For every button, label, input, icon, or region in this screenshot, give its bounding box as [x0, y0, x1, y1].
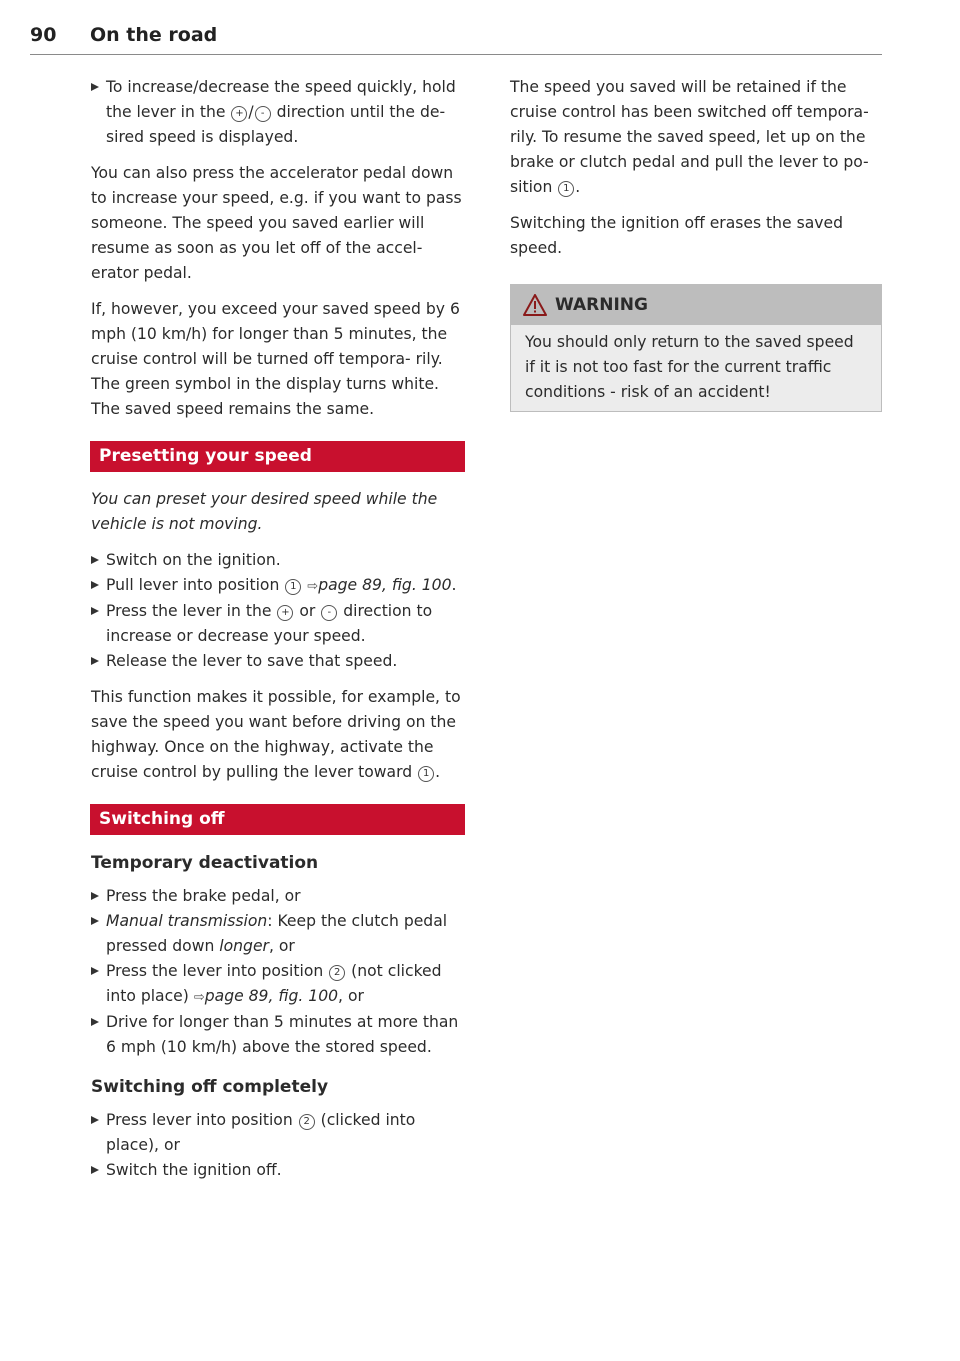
- page-reference-link[interactable]: page 89, fig. 100: [318, 576, 452, 594]
- list-item: Release the lever to save that speed.: [91, 649, 465, 674]
- step-list: [91, 548, 465, 674]
- step-list: [91, 1108, 465, 1183]
- step-list: [91, 884, 465, 1060]
- warning-box: [510, 284, 882, 412]
- left-column: [91, 75, 465, 1194]
- position-1-icon: 1: [418, 766, 434, 782]
- plus-symbol-icon: +: [277, 605, 293, 621]
- paragraph: The speed you saved will be retained if the cruise control has been switched off tempora- rily. To resume the saved speed, let up on the brake or clutch pedal and pull the lever to po- sition 1 .: [510, 78, 869, 196]
- page-number: 90: [30, 24, 57, 46]
- paragraph: Switching the ignition off erases the saved speed.: [510, 214, 843, 257]
- list-item: Press the lever into position 2 (not clicked into place) ⇨page 89, fig. 100, or: [91, 959, 465, 1010]
- list-item: Pull lever into position 1 ⇨page 89, fig. 100.: [91, 573, 465, 599]
- warning-title: WARNING: [555, 294, 648, 315]
- plus-symbol-icon: +: [231, 106, 247, 122]
- position-2-icon: 2: [329, 965, 345, 981]
- page-reference-link[interactable]: page 89, fig. 100: [204, 987, 339, 1005]
- page-header: [30, 22, 882, 55]
- list-item: Switch on the ignition.: [91, 548, 465, 573]
- paragraph: If, however, you exceed your saved speed by 6 mph (10 km/h) for longer than 5 minutes, the cruise control will be turned off tempora- rily. The green symbol in the display turns white. The saved speed remains the same.: [91, 300, 460, 418]
- warning-text: You should only return to the saved speed if it is not too fast for the current traffic conditions - risk of an accident!: [525, 333, 854, 401]
- right-column: [510, 75, 882, 412]
- list-item: Drive for longer than 5 minutes at more than 6 mph (10 km/h) above the stored speed.: [91, 1010, 465, 1060]
- minus-symbol-icon: -: [255, 106, 271, 122]
- reference-arrow-icon: ⇨: [193, 990, 205, 1005]
- list-item: To increase/decrease the speed quickly, hold the lever in the + / - direction until the de- sired speed is displayed.: [91, 75, 465, 150]
- section-banner-presetting: Presetting your speed: [90, 441, 465, 472]
- section-lead: You can preset your desired speed while the vehicle is not moving.: [91, 490, 438, 533]
- position-1-icon: 1: [285, 579, 301, 595]
- section-title: On the road: [90, 24, 218, 46]
- list-item: Press the lever in the + or - direction to increase or decrease your speed.: [91, 599, 465, 649]
- section-banner-switching-off: Switching off: [90, 804, 465, 835]
- warning-header: [511, 285, 881, 325]
- subheading-temporary: Temporary deactivation: [91, 853, 319, 873]
- paragraph: This function makes it possible, for example, to save the speed you want before driving on the highway. Once on the highway, activate the cruise control by pulling the lever toward 1 .: [91, 688, 461, 781]
- paragraph: You can also press the accelerator pedal down to increase your speed, e.g. if you want to pass someone. The speed you saved earlier will resume as soon as you let off of the accel- erator pedal.: [91, 164, 462, 282]
- position-1-icon: 1: [558, 181, 574, 197]
- list-item: Switch the ignition off.: [91, 1158, 465, 1183]
- list-item: Press the brake pedal, or: [91, 884, 465, 909]
- list-item: Manual transmission: Keep the clutch pedal pressed down longer, or: [91, 909, 465, 959]
- minus-symbol-icon: -: [321, 605, 337, 621]
- position-2-icon: 2: [299, 1114, 315, 1130]
- warning-triangle-icon: [523, 294, 547, 316]
- list-item: Press lever into position 2 (clicked into place), or: [91, 1108, 465, 1158]
- subheading-completely: Switching off completely: [91, 1077, 329, 1097]
- reference-arrow-icon: ⇨: [307, 579, 319, 594]
